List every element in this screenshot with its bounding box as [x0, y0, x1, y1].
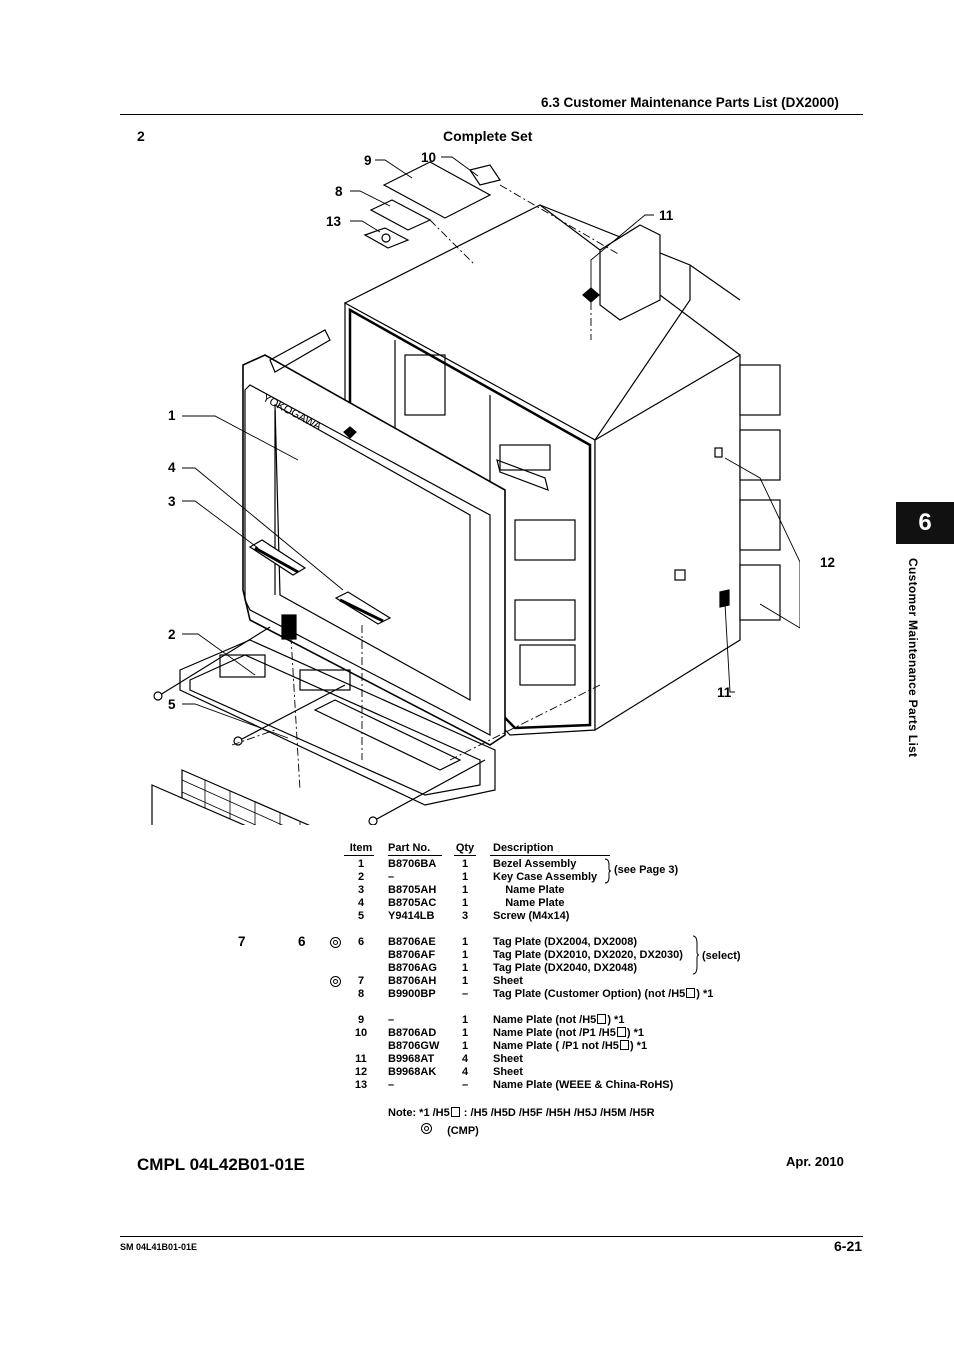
description-cell: Tag Plate (DX2004, DX2008) [493, 936, 638, 948]
item-cell: 12 [354, 1066, 368, 1078]
qty-cell: – [461, 988, 469, 1000]
select-note: (select) [702, 950, 741, 962]
cmp-circle-icon [330, 937, 341, 948]
callout-5: 5 [168, 697, 176, 712]
part-no-cell: B8706AG [388, 962, 437, 974]
part-no-cell: B9968AK [388, 1066, 437, 1078]
qty-cell: 1 [461, 975, 469, 987]
item-cell: 13 [354, 1079, 368, 1091]
part-no-cell: B8706AE [388, 936, 436, 948]
qty-cell: 1 [461, 858, 469, 870]
description-cell: Tag Plate (DX2010, DX2020, DX2030) [493, 949, 683, 961]
callout-13: 13 [326, 214, 342, 229]
description-cell: Name Plate (not /H5 ) *1 [493, 1014, 625, 1026]
header-part-no: Part No. [388, 842, 431, 854]
header-rule [120, 114, 863, 115]
description-cell: Sheet [493, 1053, 523, 1065]
description-cell: Bezel Assembly [493, 858, 577, 870]
part-no-cell: Y9414LB [388, 910, 435, 922]
item-cell: 4 [357, 897, 365, 909]
callout-11-top: 11 [659, 208, 674, 223]
callout-11-bottom: 11 [717, 685, 732, 700]
item-cell: 11 [355, 1053, 367, 1065]
header-description: Description [493, 842, 554, 854]
description-cell: Tag Plate (Customer Option) (not /H5 ) *1 [493, 988, 714, 1000]
description-cell: Sheet [493, 975, 523, 987]
qty-cell: 1 [461, 1014, 469, 1026]
description-cell: Screw (M4x14) [493, 910, 570, 922]
qty-cell: 3 [461, 910, 469, 922]
callout-4: 4 [168, 460, 176, 475]
figure-title: Complete Set [443, 128, 533, 144]
header-item: Item [349, 842, 373, 854]
cmp-circle-icon [330, 976, 341, 987]
footer-rule [120, 1236, 863, 1237]
part-no-cell: B8706AH [388, 975, 437, 987]
chapter-side-label: Customer Maintenance Parts List [906, 558, 920, 758]
chapter-tab: 6 [896, 502, 954, 544]
qty-cell: 4 [461, 1066, 469, 1078]
part-no-cell: B9900BP [388, 988, 436, 1000]
item-cell: 3 [357, 884, 365, 896]
description-cell: Key Case Assembly [493, 871, 598, 883]
part-no-cell: – [388, 1079, 395, 1091]
item-cell: 9 [357, 1014, 365, 1026]
qty-cell: 1 [461, 949, 469, 961]
description-cell: Sheet [493, 1066, 523, 1078]
item-cell: 7 [357, 975, 365, 987]
part-no-cell: B8706BA [388, 858, 437, 870]
callout-6: 6 [298, 934, 306, 949]
see-page-note: (see Page 3) [614, 864, 679, 876]
part-no-cell: – [388, 871, 395, 883]
cmp-circle-icon [421, 1123, 432, 1134]
item-cell: 2 [357, 871, 365, 883]
callout-1: 1 [168, 408, 176, 423]
legend-row [421, 1123, 479, 1136]
description-cell: Name Plate (not /P1 /H5 ) *1 [493, 1027, 644, 1039]
table-row [326, 936, 638, 949]
qty-cell: 4 [461, 1053, 469, 1065]
callout-7: 7 [238, 934, 246, 949]
document-date: Apr. 2010 [786, 1154, 844, 1169]
callout-10: 10 [421, 150, 437, 165]
qty-cell: 1 [461, 871, 469, 883]
callout-9: 9 [364, 153, 372, 168]
table-row [326, 975, 523, 988]
item-cell: 1 [357, 858, 365, 870]
qty-cell: 1 [461, 897, 469, 909]
item-cell: 5 [357, 910, 365, 922]
figure-number: 2 [137, 128, 145, 144]
description-cell: Name Plate [493, 884, 565, 896]
page-number: 6-21 [834, 1238, 863, 1254]
callout-2: 2 [168, 627, 176, 642]
qty-cell: 1 [461, 962, 469, 974]
document-id: CMPL 04L42B01-01E [137, 1155, 305, 1174]
callout-3: 3 [168, 494, 176, 509]
description-cell: Name Plate [493, 897, 565, 909]
exploded-assembly-drawing [120, 145, 800, 825]
description-cell: Name Plate (WEEE & China-RoHS) [493, 1079, 674, 1091]
item-cell: 8 [357, 988, 365, 1000]
part-no-cell: B8705AH [388, 884, 437, 896]
callout-8: 8 [335, 184, 343, 199]
legend-text: (CMP) [447, 1125, 479, 1137]
qty-cell: 1 [461, 884, 469, 896]
part-no-cell: B8706GW [388, 1040, 440, 1052]
part-no-cell: B9968AT [388, 1053, 435, 1065]
table-note: Note: *1 /H5 : /H5 /H5D /H5F /H5H /H5J /H5M /H5R [388, 1107, 655, 1119]
qty-cell: 1 [461, 1027, 469, 1039]
qty-cell: – [461, 1079, 469, 1091]
part-no-cell: B8705AC [388, 897, 437, 909]
description-cell: Name Plate ( /P1 not /H5 ) *1 [493, 1040, 648, 1052]
section-title: 6.3 Customer Maintenance Parts List (DX2000) [541, 95, 839, 110]
part-no-cell: – [388, 1014, 395, 1026]
item-cell: 6 [357, 936, 365, 948]
description-cell: Tag Plate (DX2040, DX2048) [493, 962, 638, 974]
header-qty: Qty [455, 842, 475, 854]
qty-cell: 1 [461, 936, 469, 948]
footer-manual-code: SM 04L41B01-01E [120, 1242, 198, 1252]
qty-cell: 1 [461, 1040, 469, 1052]
part-no-cell: B8706AD [388, 1027, 437, 1039]
brand-logo-text: YOKOGAWA [260, 392, 324, 433]
part-no-cell: B8706AF [388, 949, 436, 961]
item-cell: 10 [354, 1027, 368, 1039]
callout-12: 12 [820, 555, 836, 570]
